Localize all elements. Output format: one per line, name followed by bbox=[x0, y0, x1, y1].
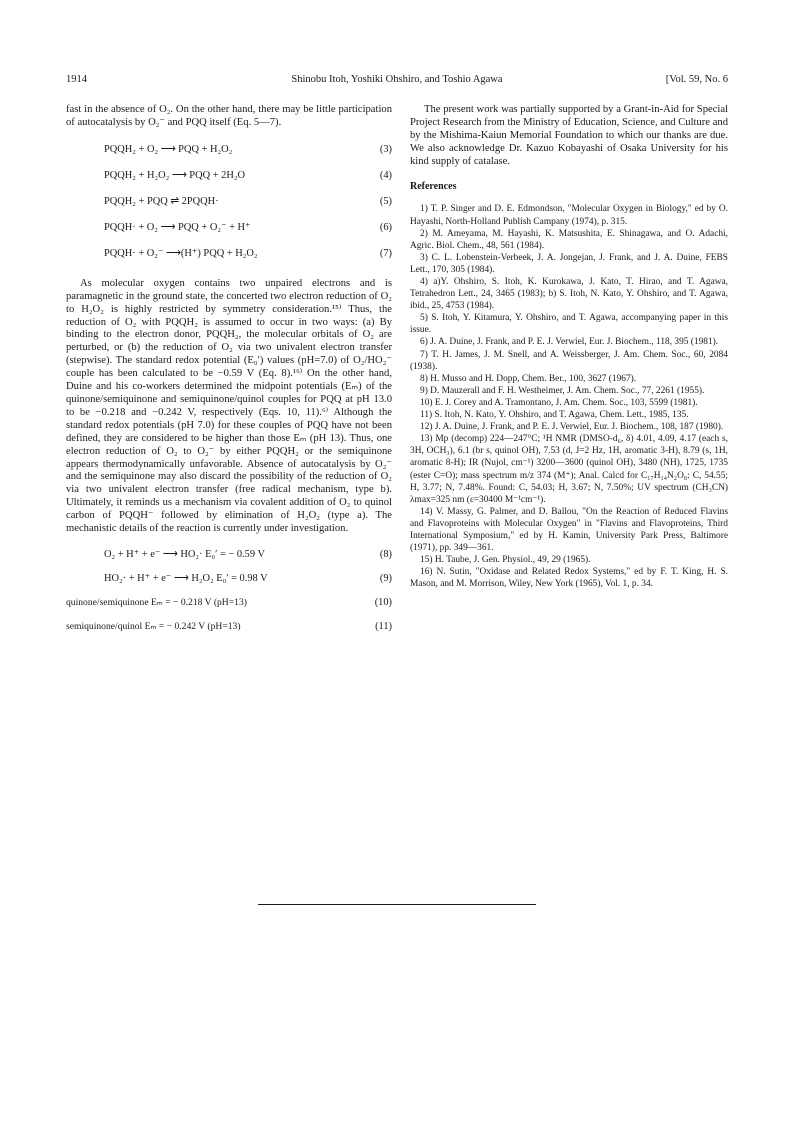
paragraph-discussion: As molecular oxygen contains two unpaired electrons and is paramagnetic in the ground state, the concerted two electron reduction of O₂ to H₂O₂ is highly restricted by symmetry consideration.¹⁵⁾ Thus, the reduction of O₂ with PQQH₂ is assumed to occur in two ways: (a) By binding to the electron donor, PQQH₂, the molecular orbitals of O₂ are perturbed, or (b) the reduction of O₂ via two univalent electron transfer (stepwise). The standard redox potential (E₀′) values (pH=7.0) of O₂/HO₂⁻ couple has been calculated to be −0.59 V (Eq. 8).¹⁶⁾ On the other hand, Duine and his co-workers determined the midpoint potentials (Eₘ) of the quinone/semiquinone and semiquinone/quinol couples for PQQ at pH 13.0 to be −0.218 and −0.242 V, respectively (Eqs. 10, 11).⁶⁾ Although the standard redox potentials (pH 7.0) for these couples of PQQ have not been defined, they are considered to be higher than those Eₘ (pH 13). Thus, one electron reduction of O₂ to O₂⁻ by either PQQH₂ or the semiquinone appears thermodynamically unfavorable. Absence of autocatalysis by O₂⁻ and the semiquinone may also discard the possibility of the reduction of O₂ via two univalent electron transfer (free radical mechanism, type b). Ultimately, it reminds us a mechanism via covalent addition of O₂ to quinol carbon of PQQH⁻ followed by elimination of H₂O₂ (type a). The mechanistic details of the reaction is currently under investigation. bbox=[66, 277, 392, 535]
reference-item: 8) H. Musso and H. Dopp, Chem. Ber., 100, 3627 (1967). bbox=[420, 373, 637, 384]
reference-item: 11) S. Itoh, N. Kato, Y. Ohshiro, and T. Agawa, Chem. Lett., 1985, 135. bbox=[420, 410, 689, 421]
paragraph-intro: fast in the absence of O₂. On the other hand, there may be little participation of autocatalysis by O₂⁻ and PQQ itself (Eq. 5—7). bbox=[66, 104, 392, 128]
reference-item: 9) D. Mauzerall and F. H. Westheimer, J. Am. Chem. Soc., 77, 2261 (1955). bbox=[420, 385, 705, 396]
equation-number: (7) bbox=[379, 248, 392, 260]
equation-11 bbox=[66, 616, 392, 640]
equation-formula: quinone/semiquinone Eₘ = − 0.218 V (pH=13) bbox=[66, 597, 247, 609]
reference-item: 5) S. Itoh, Y. Kitamura, Y. Ohshiro, and T. Agawa, accompanying paper in this issue. bbox=[410, 313, 728, 336]
equation-formula: PQQH· + O₂⁻ ⟶(H⁺) PQQ + H₂O₂ bbox=[104, 248, 258, 260]
equation-number: (3) bbox=[379, 144, 392, 156]
reference-list bbox=[410, 203, 728, 590]
reference-item: 1) T. P. Singer and D. E. Edmondson, "Molecular Oxygen in Biology," ed by O. Hayashi, North-Holland Publish Campany (1974), p. 315. bbox=[410, 204, 728, 227]
reference-item: 13) Mp (decomp) 224—247°C; ¹H NMR (DMSO-d₆, δ) 4.01, 4.09, 4.17 (each s, 3H, OCH₃), 6.1 (br s, quinol OH), 7.53 (d, J=2 Hz, 1H, aromatic 3-H), 8.79 (s, 1H, aromatic 8-H); IR (Nujol, cm⁻¹) 3200—3600 (quinol OH), 3480 (NH), 1725, 1735 (ester C=O); mass spectrum m/z 374 (M⁺); Anal. Calcd for C₁₇H₁₄N₂O₈: C, 54.55; H, 3.77; N, 7.48%. Found: C, 54.03; H, 3.67; N, 7.50%; UV spectrum (CH₃CN) λmax=325 nm (ε=30400 M⁻¹cm⁻¹). bbox=[410, 434, 728, 505]
reference-item: 12) J. A. Duine, J. Frank, and P. E. J. Verwiel, Eur. J. Biochem., 108, 187 (1980). bbox=[420, 422, 724, 433]
reference-item: 3) C. L. Lobenstein-Verbeek, J. A. Jongejan, J. Frank, and J. A. Duine, FEBS Lett., 170, 305 (1984). bbox=[410, 252, 728, 275]
header-authors: Shinobu Itoh, Yoshiki Ohshiro, and Toshio Agawa bbox=[291, 74, 503, 85]
reference-item: 16) N. Sutin, "Oxidase and Related Redox Systems," ed by F. T. King, H. S. Mason, and M. Morrison, Wiley, New York (1965), Vol. 1, p. 34. bbox=[410, 567, 728, 590]
equation-number: (9) bbox=[379, 573, 392, 585]
reference-item: 4) a)Y. Ohshiro, S. Itoh, K. Kurokawa, J. Kato, T. Hirao, and T. Agawa, Tetrahedron Lett., 24, 3465 (1983); b) S. Itoh, N. Kato, Y. Ohshiro, and T. Agawa, ibid., 25, 4753 (1984). bbox=[410, 277, 728, 312]
equation-formula: PQQH₂ + PQQ ⇌ 2PQQH· bbox=[104, 196, 219, 208]
equation-block-2 bbox=[66, 544, 392, 640]
equation-number: (6) bbox=[379, 222, 392, 234]
left-column bbox=[66, 104, 392, 650]
end-rule bbox=[258, 904, 536, 905]
reference-item: 10) E. J. Corey and A. Tramontano, J. Am. Chem. Soc., 103, 5599 (1981). bbox=[420, 397, 698, 408]
equation-formula: PQQH₂ + H₂O₂ ⟶ PQQ + 2H₂O bbox=[104, 170, 245, 182]
equation-9 bbox=[66, 568, 392, 592]
running-header bbox=[66, 74, 728, 88]
acknowledgment: The present work was partially supported by a Grant-in-Aid for Special Project Research from the Ministry of Education, Science, and Culture and by the Mishima-Kaiun Memorial Foundation to which our thanks are due. We also acknowledge Dr. Kazuo Kobayashi of Osaka University for his kind supply of catalase. bbox=[410, 104, 728, 167]
equation-number: (11) bbox=[375, 621, 392, 633]
reference-item: 15) H. Taube, J. Gen. Physiol., 49, 29 (1965). bbox=[420, 555, 591, 566]
reference-item: 2) M. Ameyama, M. Hayashi, K. Matsushita, E. Shinagawa, and O. Adachi, Agric. Biol. Chem., 48, 561 (1984). bbox=[410, 228, 728, 251]
page-number: 1914 bbox=[66, 74, 87, 85]
header-volume: [Vol. 59, No. 6 bbox=[665, 74, 728, 85]
references-heading: References bbox=[410, 180, 457, 192]
equation-number: (5) bbox=[379, 196, 392, 208]
right-column bbox=[410, 104, 728, 590]
equation-block-1 bbox=[66, 138, 392, 268]
equation-6 bbox=[66, 216, 392, 242]
equation-number: (8) bbox=[379, 549, 392, 561]
reference-item: 6) J. A. Duine, J. Frank, and P. E. J. Verwiel, Eur. J. Biochem., 118, 395 (1981). bbox=[420, 337, 719, 348]
equation-10 bbox=[66, 592, 392, 616]
equation-number: (4) bbox=[379, 170, 392, 182]
equation-formula: PQQH₂ + O₂ ⟶ PQQ + H₂O₂ bbox=[104, 144, 233, 156]
equation-8 bbox=[66, 544, 392, 568]
reference-item: 14) V. Massy, G. Palmer, and D. Ballou, "On the Reaction of Reduced Flavins and Flavoproteins with Molecular Oxygen" in "Flavins and Flavoproteins, Third International Symposium," ed by H. Kamin, University Park Press, Baltimore (1971), pp. 349—361. bbox=[410, 506, 728, 554]
equation-7 bbox=[66, 242, 392, 268]
equation-formula: PQQH· + O₂ ⟶ PQQ + O₂⁻ + H⁺ bbox=[104, 222, 251, 234]
equation-3 bbox=[66, 138, 392, 164]
equation-5 bbox=[66, 190, 392, 216]
equation-number: (10) bbox=[374, 597, 392, 609]
equation-formula: O₂ + H⁺ + e⁻ ⟶ HO₂· E₀′ = − 0.59 V bbox=[104, 549, 265, 561]
equation-formula: HO₂· + H⁺ + e⁻ ⟶ H₂O₂ E₀′ = 0.98 V bbox=[104, 573, 268, 585]
equation-formula: semiquinone/quinol Eₘ = − 0.242 V (pH=13) bbox=[66, 621, 241, 633]
equation-4 bbox=[66, 164, 392, 190]
reference-item: 7) T. H. James, J. M. Snell, and A. Weissberger, J. Am. Chem. Soc., 60, 2084 (1938). bbox=[410, 349, 728, 372]
